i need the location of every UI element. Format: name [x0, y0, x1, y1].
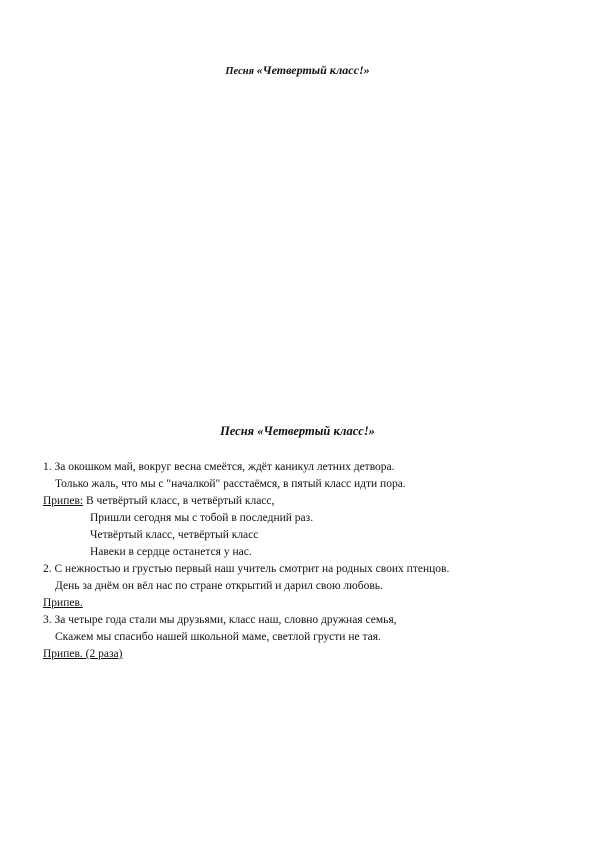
chorus-line1-text: В четвёртый класс, в четвёртый класс,: [83, 495, 275, 507]
chorus-line1: [43, 493, 563, 510]
page-title: Песня «Четвертый класс!»: [220, 424, 375, 438]
chorus-reference-1: Припев.: [43, 597, 83, 609]
verse1-line1: 1. За окошком май, вокруг весна смеётся, ждёт каникул летних детвора.: [43, 461, 395, 473]
chorus-line2: Пришли сегодня мы с тобой в последний раз.: [90, 512, 314, 524]
verse2-line2: День за днём он вёл нас по стране открытий и дарил свою любовь.: [55, 580, 383, 592]
chorus-label: Припев:: [43, 495, 84, 507]
verse3-line2: Скажем мы спасибо нашей школьной маме, светлой грусти не тая.: [55, 631, 381, 643]
verse2-line1: 2. С нежностью и грустью первый наш учитель смотрит на родных своих птенцов.: [43, 563, 450, 575]
verse1-line2: Только жаль, что мы с "началкой" расстаёмся, в пятый класс идти пора.: [55, 478, 406, 490]
lyrics-block: [43, 459, 563, 663]
header-song-name: «Четвертый класс!»: [256, 63, 370, 77]
header-title: [0, 63, 595, 78]
chorus-reference-2: Припев. (2 раза): [43, 648, 123, 660]
chorus-line4: Навеки в сердце останется у нас.: [90, 546, 252, 558]
header-prefix: Песня: [225, 66, 257, 77]
verse3-line1: 3. За четыре года стали мы друзьями, класс наш, словно дружная семья,: [43, 614, 397, 626]
chorus-line3: Четвёртый класс, четвёртый класс: [90, 529, 259, 541]
